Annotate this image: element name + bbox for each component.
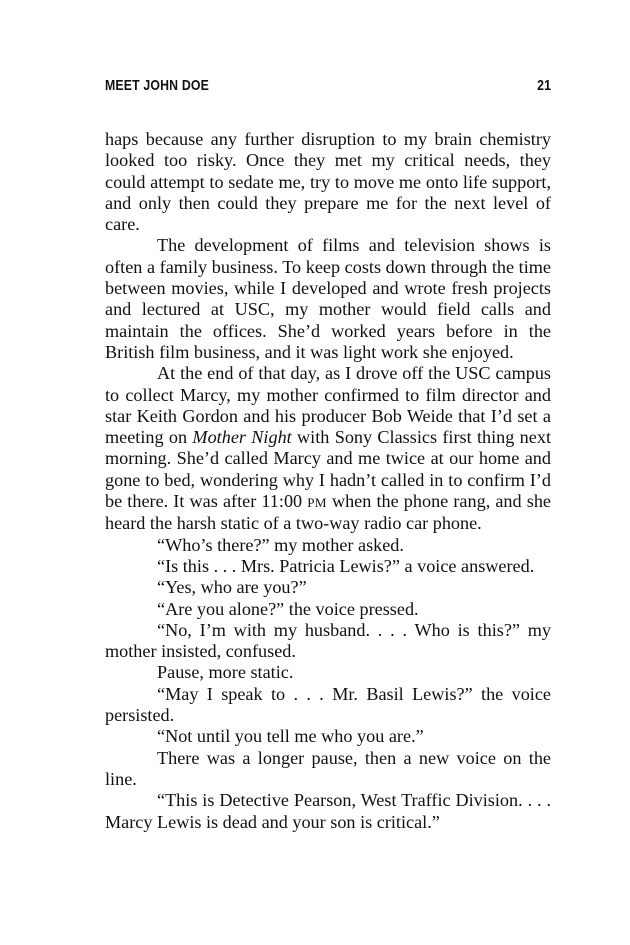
- narration-line: There was a longer pause, then a new voice on the line.: [105, 747, 551, 789]
- dialogue-line: “Not until you tell me who you are.”: [157, 726, 424, 747]
- dialogue-line: “Yes, who are you?”: [157, 577, 307, 598]
- paragraph-text: At the end of that day, as I drove off the USC campus to collect Marcy, my mother confirmed to film director and star Keith Gordon and his producer Bob Weide that I’d set a meeting on: [105, 363, 551, 448]
- narration-line: Pause, more static.: [157, 662, 294, 683]
- dialogue-line: “This is Detective Pearson, West Traffic Division. . . . Marcy Lewis is dead and your son is critical.”: [105, 790, 551, 832]
- film-title: Mother Night: [192, 427, 292, 448]
- dialogue-line: “Are you alone?” the voice pressed.: [157, 598, 419, 619]
- paragraph-text: when the phone rang, and she heard the harsh static of a two-way radio car phone.: [105, 491, 551, 534]
- paragraph-text: with Sony Classics first thing next morning. She’d called Marcy and me twice at our home and gone to bed, wondering why I hadn’t called in to confirm I’d be there. It was after 11:00: [105, 427, 552, 512]
- paragraph-continued: haps because any further disruption to my brain chemistry looked too risky. Once they met my critical needs, they could attempt to sedate me, try to move me onto life support, and only then could they prepare me for the next level of care.: [105, 129, 551, 235]
- running-title: MEET JOHN DOE: [105, 77, 209, 94]
- body-text: [105, 129, 551, 833]
- paragraph: [105, 363, 551, 534]
- time-suffix: PM: [307, 495, 327, 511]
- running-head: [105, 77, 551, 99]
- paragraph: The development of films and television shows is often a family business. To keep costs down through the time between movies, while I developed and wrote fresh projects and lectured at USC, my mother would field calls and maintain the offices. She’d worked years before in the British film business, and it was light work she enjoyed.: [105, 235, 551, 362]
- dialogue-line: “Is this . . . Mrs. Patricia Lewis?” a voice answered.: [157, 555, 535, 576]
- page-number: 21: [536, 77, 551, 94]
- dialogue-line: “Who’s there?” my mother asked.: [157, 534, 404, 555]
- dialogue-line: “No, I’m with my husband. . . . Who is this?” my mother insisted, confused.: [105, 619, 551, 662]
- dialogue-line: “May I speak to . . . Mr. Basil Lewis?” the voice persisted.: [105, 683, 551, 726]
